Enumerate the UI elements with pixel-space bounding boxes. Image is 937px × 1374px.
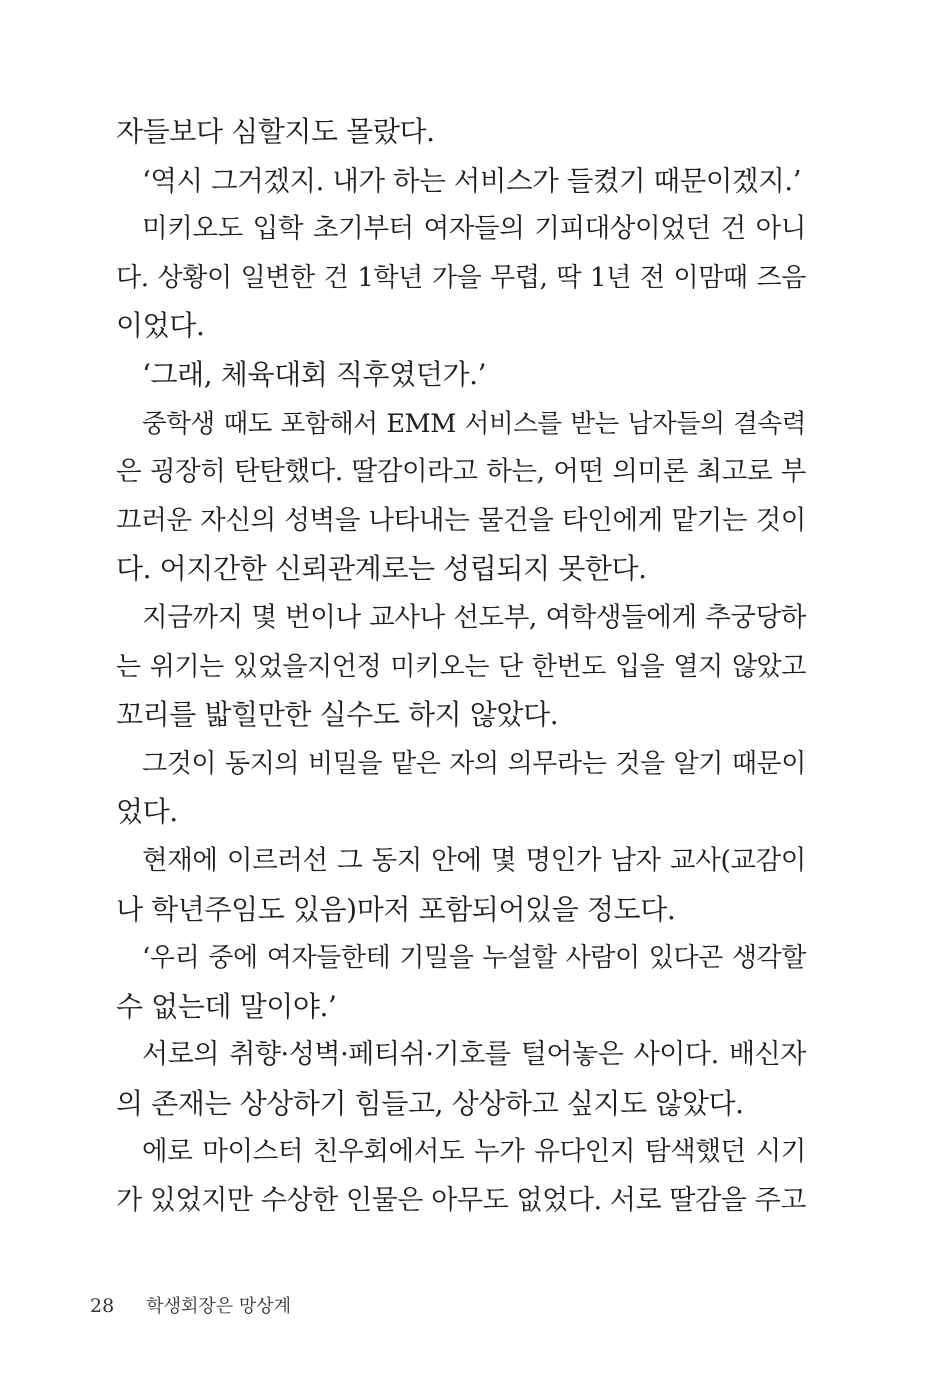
text-line: 었다. [116,795,178,829]
page-footer [90,1291,291,1321]
text-line: 가 있었지만 수상한 인물은 아무도 없었다. 서로 딸감을 주고 [116,1185,807,1217]
text-line: 자들보다 심할지도 몰랐다. [116,115,435,148]
text-line: 수 없는데 말이야.’ [116,989,337,1023]
text-line: 서로의 취향·성벽·페티쉬·기호를 털어놓은 사이다. 배신자 [142,1039,806,1071]
text-line: ‘우리 중에 여자들한테 기밀을 누설할 사람이 있다곤 생각할 [142,943,806,974]
text-line: ‘그래, 체육대회 직후였던가.’ [142,357,487,391]
text-line: 다. 상황이 일변한 건 1학년 가을 무렵, 딱 1년 전 이맘때 즈음 [116,262,806,293]
text-line: 중학생 때도 포함해서 EMM 서비스를 받는 남자들의 결속력 [142,408,806,439]
text-line: 현재에 이르러선 그 동지 안에 몇 명인가 남자 교사(교감이 [142,844,806,876]
text-line: 는 위기는 있었을지언정 미키오는 단 한번도 입을 열지 않았고 [116,651,806,682]
body-text [116,108,806,1226]
page-number: 28 [90,1295,115,1317]
text-line: ‘역시 그거겠지. 내가 하는 서비스가 들켰기 때문이겠지.’ [142,164,802,197]
book-title: 학생회장은 망상계 [146,1296,292,1317]
text-line: 미키오도 입학 초기부터 여자들의 기피대상이었던 건 아니 [142,213,806,245]
text-line: 이었다. [116,309,205,343]
text-line: 은 굉장히 탄탄했다. 딸감이라고 하는, 어떤 의미론 최고로 부 [116,456,806,488]
text-line: 다. 어지간한 신뢰관계로는 성립되지 못한다. [116,552,647,586]
text-line: 그것이 동지의 비밀을 맡은 자의 의무라는 것을 알기 때문이 [142,748,806,779]
text-line: 꼬리를 밟힐만한 실수도 하지 않았다. [116,698,559,732]
text-line: 지금까지 몇 번이나 교사나 선도부, 여학생들에게 추궁당하 [142,601,806,633]
text-line: 에로 마이스터 친우회에서도 누가 유다인지 탐색했던 시기 [142,1136,806,1168]
text-line: 끄러운 자신의 성벽을 나타내는 물건을 타인에게 맡기는 것이 [116,504,806,536]
text-line: 나 학년주임도 있음)마저 포함되어있을 정도다. [116,892,676,926]
text-line: 의 존재는 상상하기 힘들고, 상상하고 싶지도 않았다. [116,1086,744,1120]
